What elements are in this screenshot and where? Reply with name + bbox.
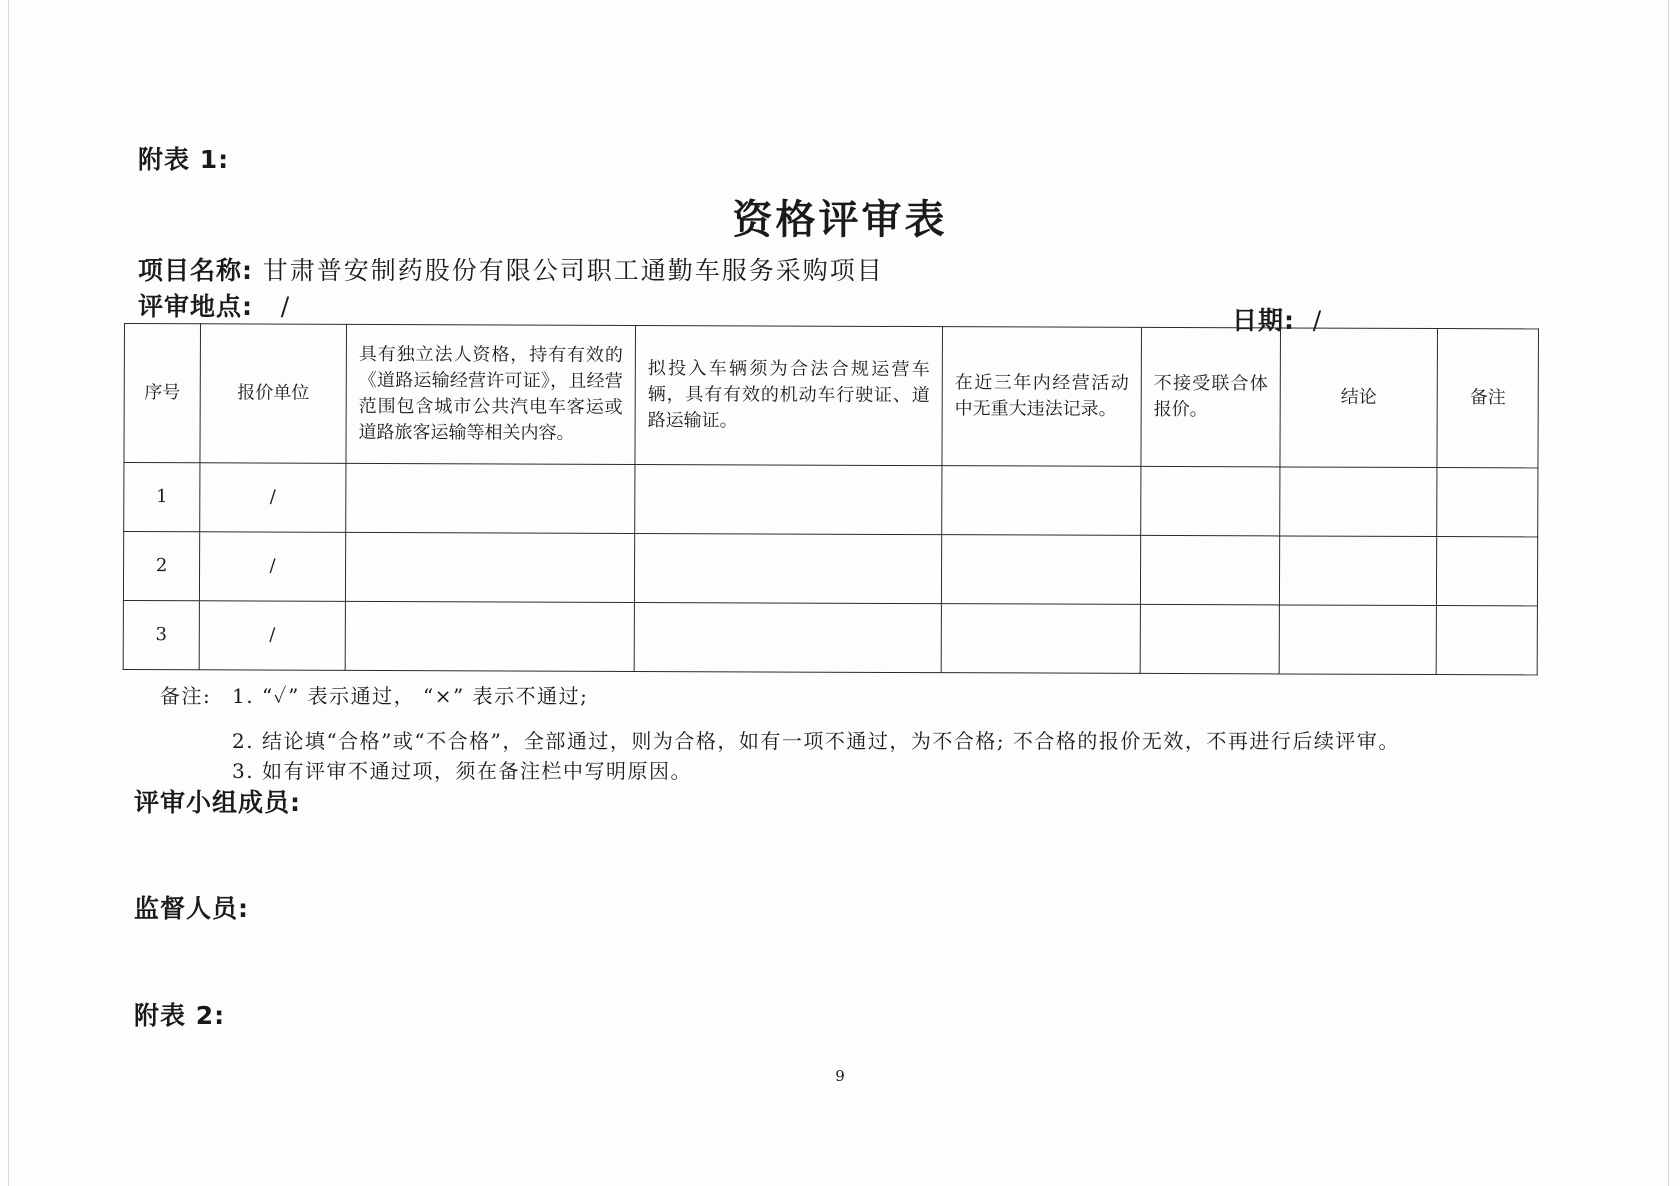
row-bidder: /	[199, 601, 345, 671]
table-row	[123, 532, 1537, 606]
row-serial-no: 1	[124, 463, 200, 532]
project-line	[138, 251, 884, 287]
panel-members-label: 评审小组成员:	[134, 788, 301, 817]
attachment-2-label: 附表 2:	[134, 1001, 226, 1030]
row-serial-no: 3	[123, 600, 199, 669]
page-edge-right	[1668, 0, 1669, 1186]
cell-legal-qualification	[346, 463, 635, 533]
cell-vehicle-compliance	[635, 464, 942, 534]
date-value: /	[1312, 306, 1324, 335]
cell-no-consortium	[1140, 535, 1279, 605]
cell-no-violation-record	[942, 466, 1141, 536]
cell-no-violation-record	[941, 604, 1140, 674]
cell-legal-qualification	[345, 532, 634, 602]
location-label: 评审地点:	[138, 292, 253, 321]
date-label: 日期:	[1232, 306, 1295, 335]
header-conclusion: 结论	[1280, 328, 1438, 468]
header-no-violation-record: 在近三年内经营活动中无重大违法记录。	[942, 327, 1142, 467]
cell-conclusion	[1280, 467, 1437, 537]
page-number: 9	[835, 1067, 845, 1085]
project-label: 项目名称:	[138, 256, 253, 285]
table-header-row	[124, 324, 1539, 468]
row-bidder: /	[199, 532, 345, 602]
page-edge-left	[8, 0, 9, 1186]
header-legal-qualification: 具有独立法人资格，持有有效的《道路运输经营许可证》，且经营范围包含城市公共汽电车客运或道路旅客运输等相关内容。	[346, 324, 636, 464]
cell-conclusion	[1279, 536, 1436, 606]
table-row	[123, 600, 1537, 674]
row-serial-no: 2	[123, 532, 199, 601]
location-value: /	[280, 292, 292, 321]
header-bidder: 报价单位	[200, 324, 347, 464]
cell-remarks	[1436, 606, 1537, 675]
note-item-1: 1. “✓” 表示通过， “×” 表示不通过;	[232, 684, 589, 708]
cell-vehicle-compliance	[634, 602, 941, 672]
qualification-review-table	[123, 323, 1539, 675]
supervisor-label: 监督人员:	[134, 894, 249, 923]
location-line	[138, 287, 291, 323]
cell-legal-qualification	[345, 601, 634, 671]
cell-no-violation-record	[941, 535, 1140, 605]
header-serial-no: 序号	[124, 324, 201, 463]
header-vehicle-compliance: 拟投入车辆须为合法合规运营车辆，具有有效的机动车行驶证、道路运输证。	[635, 325, 943, 465]
cell-no-consortium	[1140, 604, 1279, 674]
note-item-3: 3. 如有评审不通过项，须在备注栏中写明原因。	[232, 759, 692, 783]
row-bidder: /	[200, 463, 346, 533]
cell-remarks	[1437, 468, 1538, 537]
attachment-1-label: 附表 1:	[138, 145, 230, 174]
note-item-2: 2. 结论填“合格”或“不合格”，全部通过，则为合格，如有一项不通过，为不合格; 不合格的报价无效，不再进行后续评审。	[232, 729, 1400, 753]
document-title: 资格评审表	[732, 197, 948, 243]
table-row	[124, 463, 1538, 537]
cell-vehicle-compliance	[634, 533, 941, 603]
project-name: 甘肃普安制药股份有限公司职工通勤车服务采购项目	[262, 256, 884, 285]
cell-no-consortium	[1141, 466, 1280, 536]
header-no-consortium: 不接受联合体报价。	[1141, 327, 1281, 467]
cell-conclusion	[1279, 605, 1436, 675]
cell-remarks	[1436, 537, 1537, 606]
header-remarks: 备注	[1437, 329, 1539, 468]
notes-label: 备注:	[160, 684, 212, 708]
